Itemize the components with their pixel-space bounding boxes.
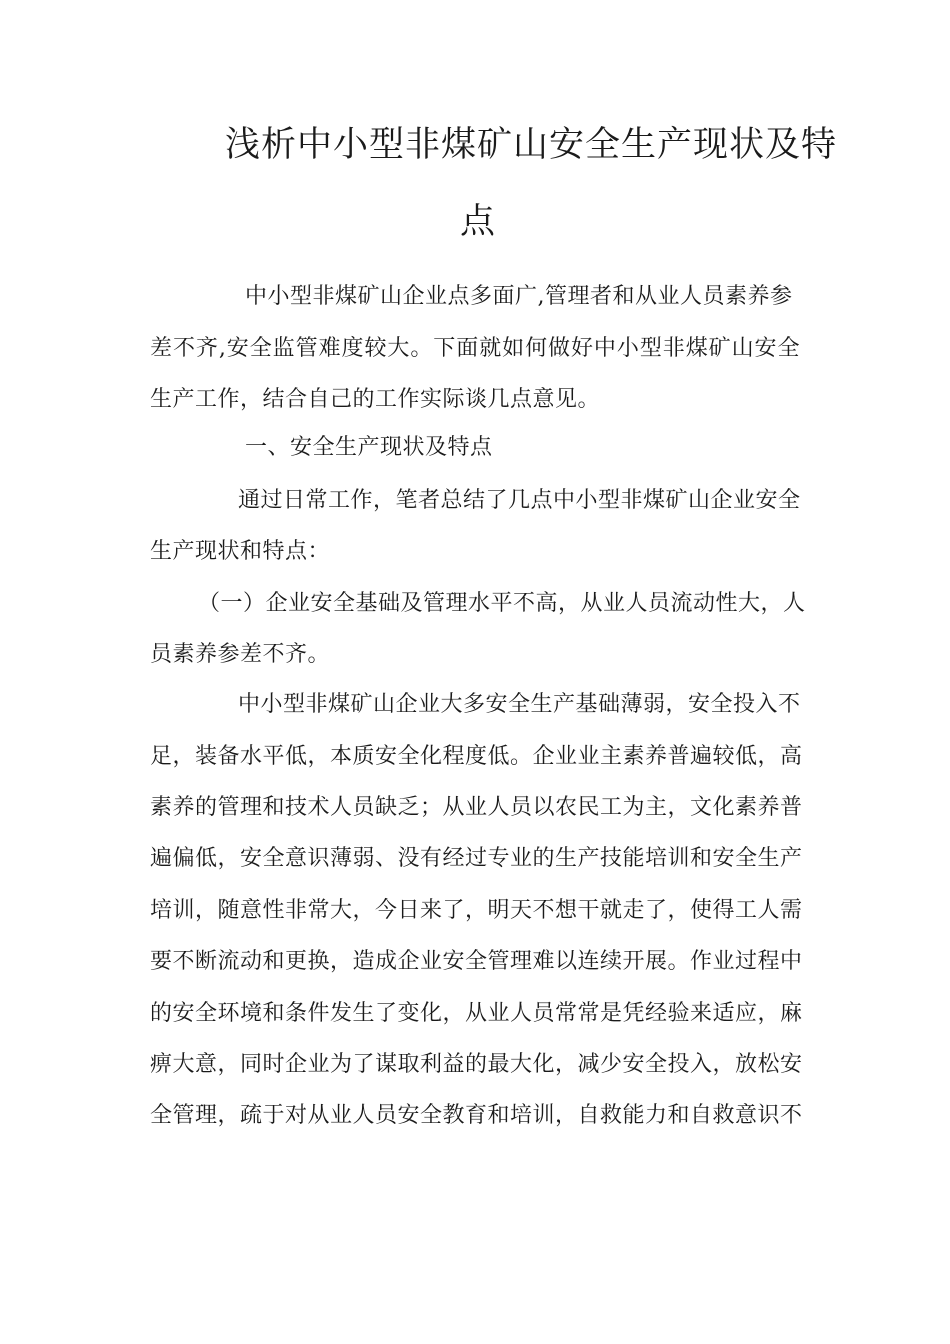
paragraph-line: 痹大意，同时企业为了谋取利益的最大化，减少安全投入，放松安 bbox=[150, 1052, 803, 1077]
paragraph-line: 差不齐,安全监管难度较大。下面就如何做好中小型非煤矿山安全 bbox=[150, 336, 800, 361]
paragraph-line: 要不断流动和更换，造成企业安全管理难以连续开展。作业过程中 bbox=[150, 949, 803, 974]
paragraph-line: 中小型非煤矿山企业点多面广,管理者和从业人员素养参 bbox=[245, 284, 793, 309]
paragraph-line: 生产工作，结合自己的工作实际谈几点意见。 bbox=[150, 387, 601, 412]
section-heading: 一、安全生产现状及特点 bbox=[245, 435, 493, 460]
paragraph-line: 素养的管理和技术人员缺乏；从业人员以农民工为主，文化素养普 bbox=[150, 795, 803, 820]
paragraph-line: 通过日常工作，笔者总结了几点中小型非煤矿山企业安全 bbox=[238, 488, 801, 513]
paragraph-line: 遍偏低，安全意识薄弱、没有经过专业的生产技能培训和安全生产 bbox=[150, 846, 803, 871]
paragraph-line: 足，装备水平低，本质安全化程度低。企业业主素养普遍较低，高 bbox=[150, 744, 803, 769]
subsection-heading-continued: 员素养参差不齐。 bbox=[150, 642, 331, 667]
paragraph-line: 的安全环境和条件发生了变化，从业人员常常是凭经验来适应，麻 bbox=[150, 1001, 803, 1026]
paragraph-line: 全管理，疏于对从业人员安全教育和培训，自救能力和自救意识不 bbox=[150, 1103, 803, 1128]
paragraph-line: 生产现状和特点： bbox=[150, 539, 331, 564]
document-title-line-1: 浅析中小型非煤矿山安全生产现状及特 bbox=[225, 125, 838, 165]
document-title-line-2: 点 bbox=[460, 202, 497, 242]
subsection-heading: （一）企业安全基础及管理水平不高，从业人员流动性大，人 bbox=[198, 591, 806, 616]
paragraph-line: 中小型非煤矿山企业大多安全生产基础薄弱，安全投入不 bbox=[238, 692, 801, 717]
paragraph-line: 培训，随意性非常大，今日来了，明天不想干就走了，使得工人需 bbox=[150, 898, 803, 923]
